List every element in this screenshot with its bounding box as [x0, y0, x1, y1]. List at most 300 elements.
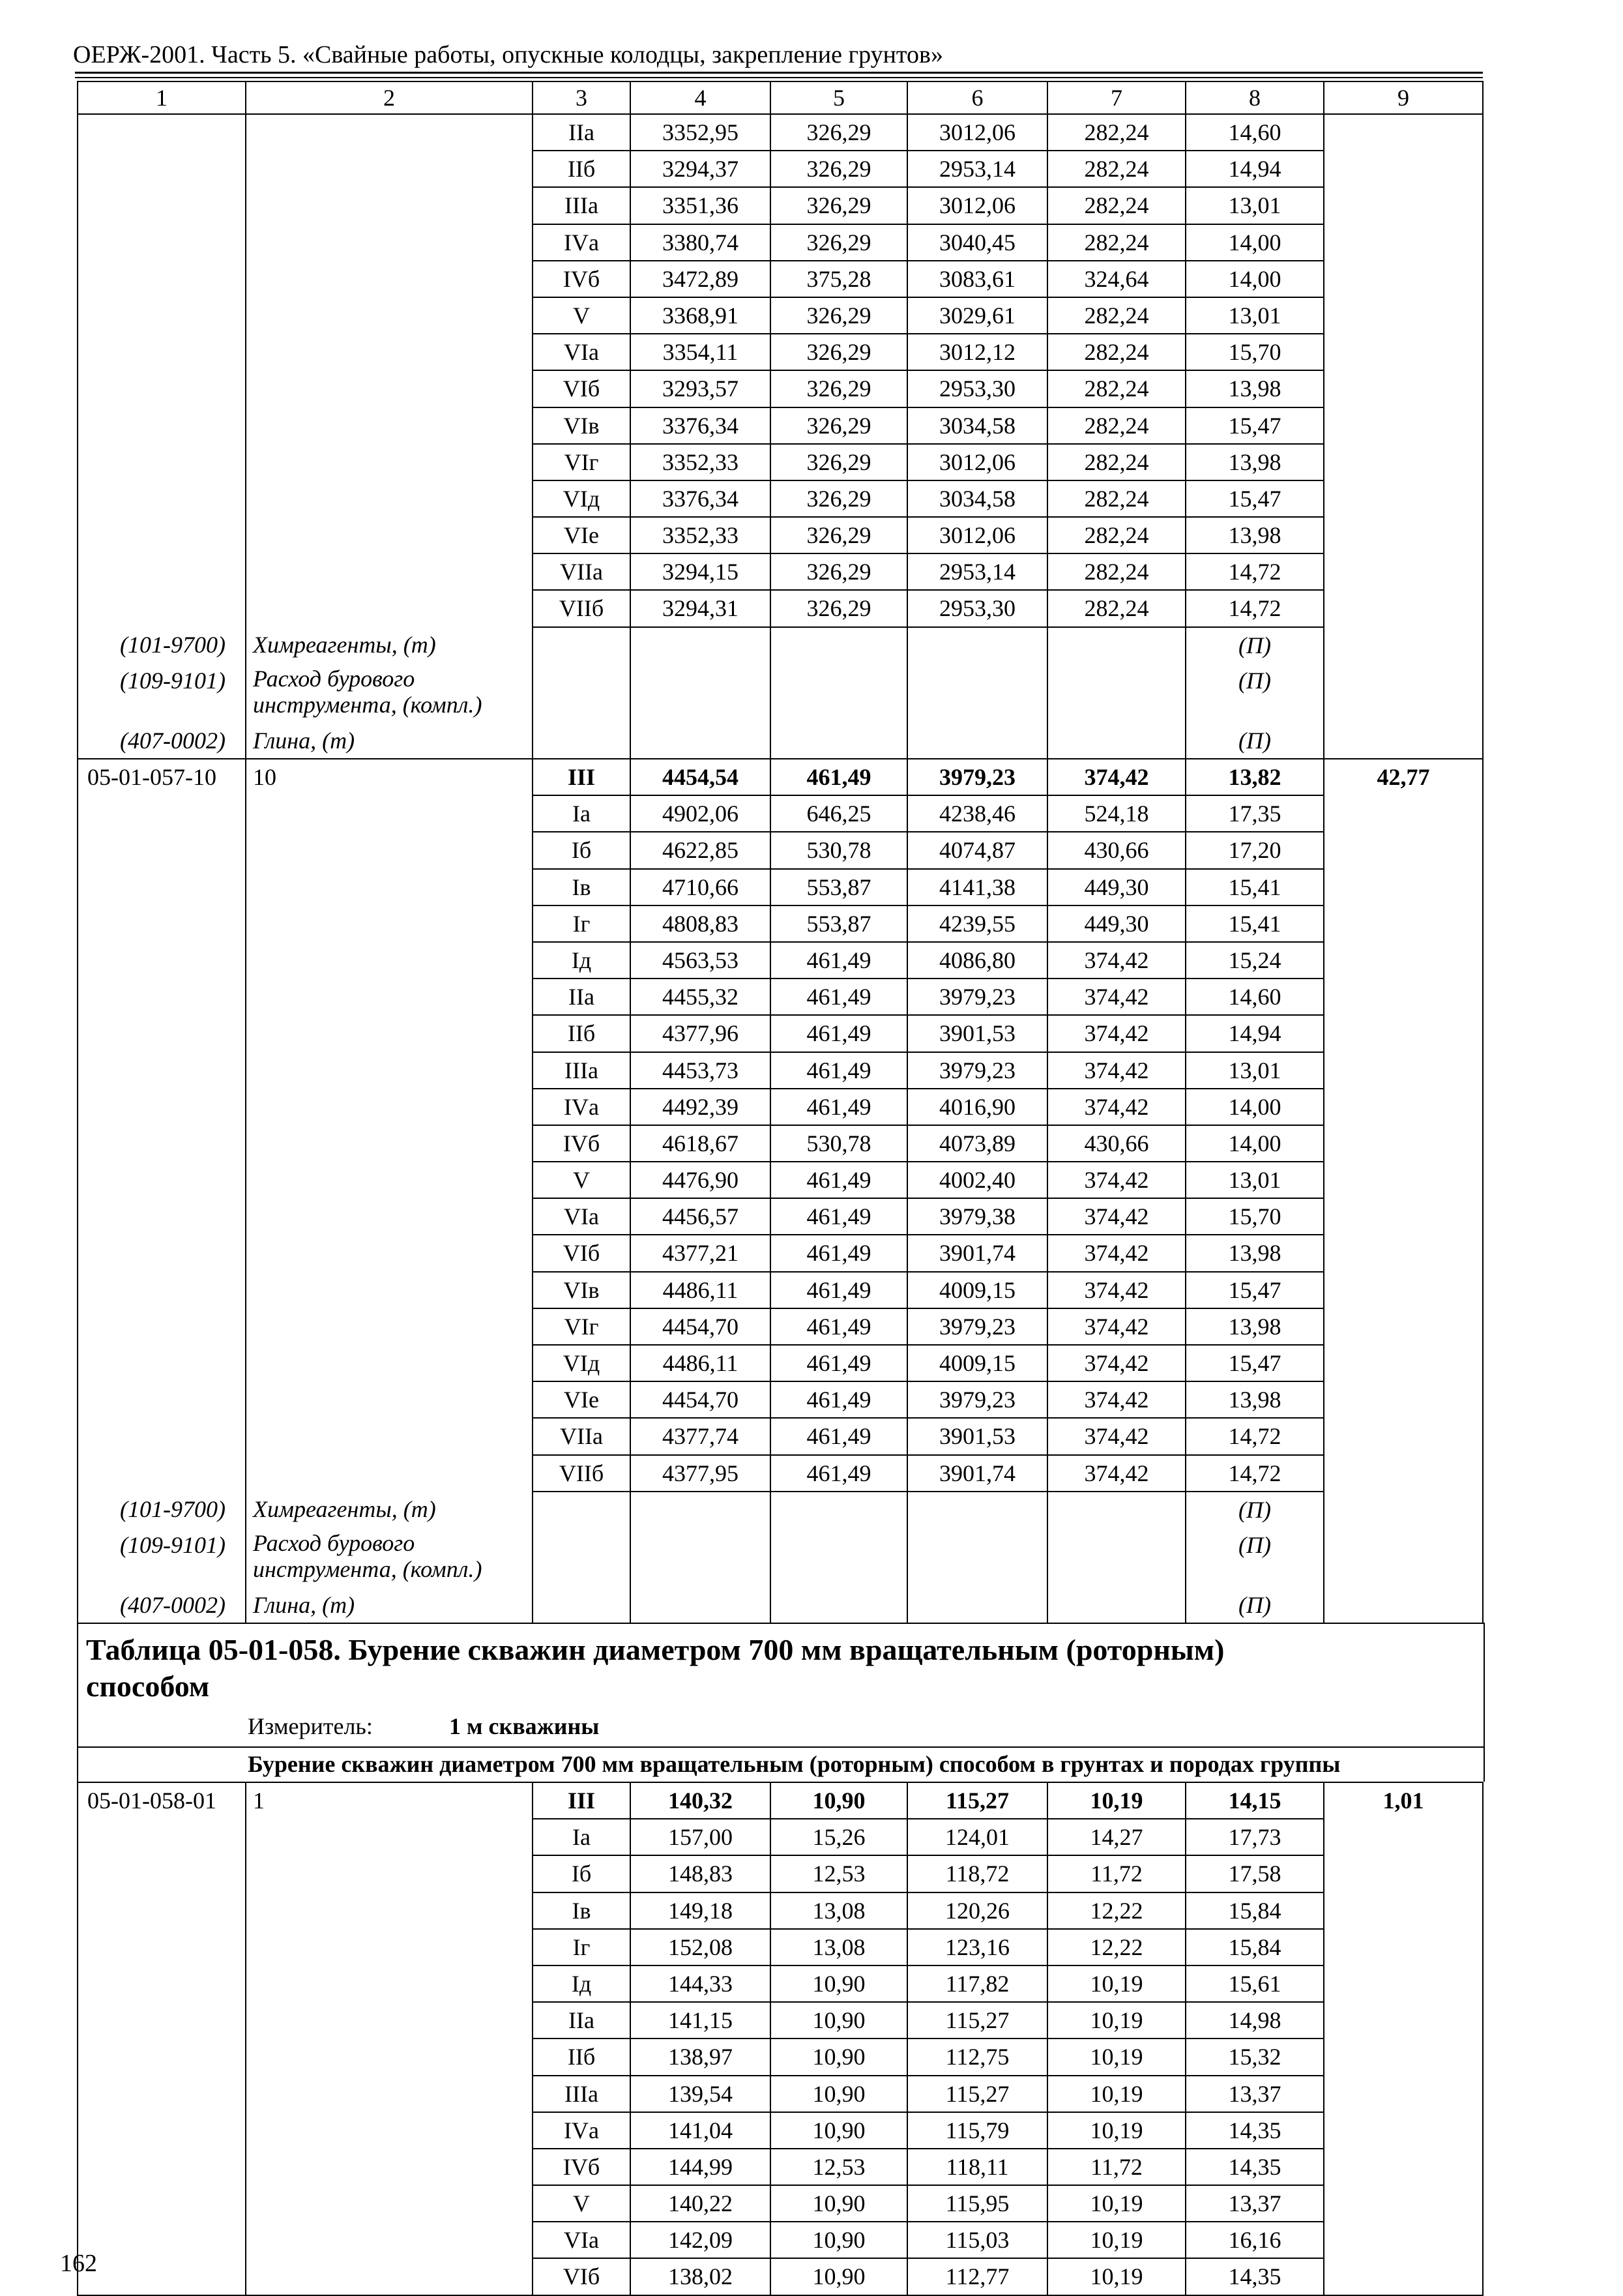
name-cell: [246, 1015, 533, 1052]
machinist-wages-cell: 430,66: [1047, 832, 1186, 868]
machinist-wages-cell: 374,42: [1047, 1418, 1186, 1454]
table-row: [78, 1052, 1483, 1089]
table-row: [78, 2258, 1483, 2295]
direct-costs-cell: 4377,74: [630, 1418, 770, 1454]
group-cell: VIIа: [533, 553, 630, 590]
direct-costs-cell: 3294,37: [630, 151, 770, 187]
machinist-labor-cell: [1324, 979, 1483, 1015]
machine-costs-cell: 115,27: [907, 2002, 1047, 2038]
machine-costs-cell: 115,95: [907, 2185, 1047, 2222]
machine-costs-cell: 3901,53: [907, 1418, 1047, 1454]
direct-costs-cell: 3352,33: [630, 444, 770, 480]
machine-costs-cell: 3012,06: [907, 114, 1047, 151]
machinist-wages-cell: 10,19: [1047, 2258, 1186, 2295]
direct-costs-cell: 3351,36: [630, 187, 770, 224]
machine-costs-cell: 2953,14: [907, 151, 1047, 187]
empty-cell: [1324, 1587, 1483, 1623]
table-row: [78, 151, 1483, 187]
machinist-labor-cell: [1324, 1272, 1483, 1308]
machinist-labor-cell: [1324, 1892, 1483, 1929]
empty-cell: [770, 1587, 907, 1623]
table-row: [78, 1381, 1483, 1418]
labor-costs-cell: 13,98: [1186, 1381, 1324, 1418]
rate-number-cell: 1: [246, 1782, 533, 1819]
code-cell: [78, 590, 246, 626]
empty-cell: [533, 1492, 630, 1527]
labor-costs-cell: 13,01: [1186, 187, 1324, 224]
direct-costs-cell: 144,33: [630, 1965, 770, 2002]
unit-label: Измеритель:: [248, 1713, 373, 1739]
code-cell: [78, 832, 246, 868]
group-cell: Iа: [533, 795, 630, 832]
labor-costs-cell: 14,72: [1186, 1418, 1324, 1454]
empty-cell: [907, 1527, 1047, 1587]
name-cell: [246, 1125, 533, 1162]
name-cell: [246, 370, 533, 407]
machine-costs-cell: 3040,45: [907, 224, 1047, 261]
rate-number-cell: 10: [246, 759, 533, 795]
labor-costs-cell: 15,84: [1186, 1929, 1324, 1965]
code-cell: [78, 2076, 246, 2112]
machinist-wages-cell: 449,30: [1047, 869, 1186, 905]
machine-costs-cell: 3979,23: [907, 1308, 1047, 1345]
code-cell: [78, 407, 246, 444]
code-cell: [78, 942, 246, 979]
machinist-wages-cell: 282,24: [1047, 334, 1186, 370]
table-row: [78, 1965, 1483, 2002]
column-number: 1: [78, 81, 246, 114]
machinist-wages-cell: 10,19: [1047, 2222, 1186, 2258]
page-header: ОЕРЖ-2001. Часть 5. «Свайные работы, опускные колодцы, закрепление грунтов»: [73, 41, 943, 68]
direct-costs-cell: 138,97: [630, 2038, 770, 2075]
labor-costs-cell: 14,72: [1186, 590, 1324, 626]
group-cell: Iа: [533, 1819, 630, 1855]
worker-wages-cell: 530,78: [770, 1125, 907, 1162]
name-cell: [246, 1929, 533, 1965]
empty-cell: [907, 627, 1047, 663]
direct-costs-cell: 138,02: [630, 2258, 770, 2295]
group-cell: VIб: [533, 1235, 630, 1271]
empty-cell: [907, 723, 1047, 759]
direct-costs-cell: 4454,54: [630, 759, 770, 795]
table-058-title-line2: способом: [86, 1670, 210, 1703]
machinist-labor-cell: 42,77: [1324, 759, 1483, 795]
worker-wages-cell: 326,29: [770, 151, 907, 187]
machinist-labor-cell: [1324, 553, 1483, 590]
worker-wages-cell: 10,90: [770, 2185, 907, 2222]
code-cell: [78, 869, 246, 905]
worker-wages-cell: 646,25: [770, 795, 907, 832]
group-cell: IVб: [533, 2149, 630, 2185]
machinist-wages-cell: 430,66: [1047, 1125, 1186, 1162]
machinist-wages-cell: 374,42: [1047, 1308, 1186, 1345]
table-058-section: Бурение скважин диаметром 700 мм вращательным (роторным) способом в грунтах и породах группы: [78, 1746, 1484, 1782]
code-cell: [78, 1892, 246, 1929]
machinist-wages-cell: 374,42: [1047, 1345, 1186, 1381]
name-cell: [246, 114, 533, 151]
table-row: [78, 1198, 1483, 1235]
direct-costs-cell: 4476,90: [630, 1162, 770, 1198]
machinist-wages-cell: 282,24: [1047, 370, 1186, 407]
machinist-wages-cell: 282,24: [1047, 590, 1186, 626]
empty-cell: [533, 1587, 630, 1623]
resource-name-continued: инструмента, (компл.): [253, 691, 482, 718]
code-cell: [78, 2222, 246, 2258]
empty-cell: [770, 627, 907, 663]
labor-costs-cell: 14,00: [1186, 1125, 1324, 1162]
group-cell: VIб: [533, 370, 630, 407]
direct-costs-cell: 3472,89: [630, 261, 770, 297]
name-cell: [246, 151, 533, 187]
machinist-wages-cell: 11,72: [1047, 2149, 1186, 2185]
rates-table-top: [77, 81, 1484, 1623]
machinist-wages-cell: 12,22: [1047, 1929, 1186, 1965]
worker-wages-cell: 10,90: [770, 2222, 907, 2258]
machinist-wages-cell: 282,24: [1047, 553, 1186, 590]
column-number: 4: [630, 81, 770, 114]
machine-costs-cell: 3083,61: [907, 261, 1047, 297]
table-058-heading: [77, 1623, 1485, 1782]
machinist-wages-cell: 282,24: [1047, 517, 1186, 553]
machinist-labor-cell: [1324, 795, 1483, 832]
direct-costs-cell: 4454,70: [630, 1381, 770, 1418]
machine-costs-cell: 3979,23: [907, 1381, 1047, 1418]
worker-wages-cell: 461,49: [770, 1381, 907, 1418]
labor-costs-cell: 14,72: [1186, 553, 1324, 590]
resource-unit-cell: (П): [1186, 723, 1324, 759]
labor-costs-cell: 15,84: [1186, 1892, 1324, 1929]
table-row: [78, 1162, 1483, 1198]
machinist-labor-cell: [1324, 1162, 1483, 1198]
machinist-wages-cell: 10,19: [1047, 2112, 1186, 2149]
machinist-wages-cell: 14,27: [1047, 1819, 1186, 1855]
group-cell: IIб: [533, 2038, 630, 2075]
group-cell: VIд: [533, 1345, 630, 1381]
machinist-labor-cell: [1324, 2222, 1483, 2258]
machinist-wages-cell: 374,42: [1047, 1381, 1186, 1418]
table-row: [78, 1235, 1483, 1271]
resource-unit-cell: (П): [1186, 1527, 1324, 1587]
code-cell: [78, 1855, 246, 1892]
labor-costs-cell: 17,35: [1186, 795, 1324, 832]
labor-costs-cell: 13,98: [1186, 1308, 1324, 1345]
machine-costs-cell: 3901,74: [907, 1235, 1047, 1271]
resource-name: Химреагенты, (т): [253, 631, 436, 658]
worker-wages-cell: 15,26: [770, 1819, 907, 1855]
worker-wages-cell: 461,49: [770, 1089, 907, 1125]
worker-wages-cell: 326,29: [770, 114, 907, 151]
machinist-labor-cell: [1324, 1198, 1483, 1235]
worker-wages-cell: 553,87: [770, 869, 907, 905]
table-row: [78, 723, 1483, 759]
machinist-labor-cell: [1324, 2185, 1483, 2222]
group-cell: VIа: [533, 334, 630, 370]
empty-cell: [533, 1527, 630, 1587]
resource-code-cell: (109-9101): [78, 663, 246, 723]
direct-costs-cell: 3376,34: [630, 480, 770, 517]
code-cell: [78, 2149, 246, 2185]
machine-costs-cell: 115,79: [907, 2112, 1047, 2149]
name-cell: [246, 869, 533, 905]
group-cell: V: [533, 2185, 630, 2222]
group-cell: IVа: [533, 1089, 630, 1125]
worker-wages-cell: 461,49: [770, 979, 907, 1015]
group-cell: III: [533, 759, 630, 795]
machinist-wages-cell: 374,42: [1047, 1272, 1186, 1308]
machine-costs-cell: 124,01: [907, 1819, 1047, 1855]
machinist-labor-cell: 1,01: [1324, 1782, 1483, 1819]
empty-cell: [533, 663, 630, 723]
resource-name: Глина, (т): [253, 1591, 355, 1618]
empty-cell: [907, 663, 1047, 723]
resource-name: Химреагенты, (т): [253, 1495, 436, 1522]
machine-costs-cell: 3979,38: [907, 1198, 1047, 1235]
code-cell: [78, 905, 246, 942]
name-cell: [246, 517, 533, 553]
labor-costs-cell: 13,98: [1186, 444, 1324, 480]
name-cell: [246, 2185, 533, 2222]
worker-wages-cell: 10,90: [770, 2038, 907, 2075]
empty-cell: [1324, 1527, 1483, 1587]
code-cell: [78, 1198, 246, 1235]
machinist-labor-cell: [1324, 334, 1483, 370]
worker-wages-cell: 326,29: [770, 370, 907, 407]
labor-costs-cell: 14,00: [1186, 1089, 1324, 1125]
resource-code-cell: (407-0002): [78, 723, 246, 759]
code-cell: [78, 2002, 246, 2038]
resource-name: Расход бурового: [253, 665, 415, 692]
code-cell: [78, 1965, 246, 2002]
table-row: [78, 261, 1483, 297]
name-cell: [246, 334, 533, 370]
table-row: [78, 517, 1483, 553]
code-cell: [78, 334, 246, 370]
direct-costs-cell: 4486,11: [630, 1345, 770, 1381]
table-row: [78, 942, 1483, 979]
code-cell: [78, 1418, 246, 1454]
resource-code-cell: (109-9101): [78, 1527, 246, 1587]
code-cell: [78, 1455, 246, 1492]
code-cell: [78, 1819, 246, 1855]
table-row: [78, 869, 1483, 905]
machine-costs-cell: 118,72: [907, 1855, 1047, 1892]
table-row: [78, 627, 1483, 663]
group-cell: IVа: [533, 224, 630, 261]
machine-costs-cell: 3034,58: [907, 480, 1047, 517]
table-row: [78, 2002, 1483, 2038]
machinist-labor-cell: [1324, 2038, 1483, 2075]
name-cell: [246, 1235, 533, 1271]
machinist-labor-cell: [1324, 297, 1483, 334]
labor-costs-cell: 13,82: [1186, 759, 1324, 795]
table-row: [78, 114, 1483, 151]
group-cell: IIа: [533, 114, 630, 151]
labor-costs-cell: 14,35: [1186, 2258, 1324, 2295]
empty-cell: [770, 1527, 907, 1587]
group-cell: VIа: [533, 1198, 630, 1235]
machinist-wages-cell: 10,19: [1047, 2185, 1186, 2222]
worker-wages-cell: 326,29: [770, 334, 907, 370]
resource-unit-cell: (П): [1186, 663, 1324, 723]
code-cell: [78, 224, 246, 261]
worker-wages-cell: 12,53: [770, 2149, 907, 2185]
direct-costs-cell: 4377,95: [630, 1455, 770, 1492]
direct-costs-cell: 3376,34: [630, 407, 770, 444]
worker-wages-cell: 461,49: [770, 1162, 907, 1198]
machine-costs-cell: 4002,40: [907, 1162, 1047, 1198]
code-cell: [78, 1345, 246, 1381]
machine-costs-cell: 4238,46: [907, 795, 1047, 832]
direct-costs-cell: 4563,53: [630, 942, 770, 979]
group-cell: VIе: [533, 1381, 630, 1418]
name-cell: [246, 1272, 533, 1308]
direct-costs-cell: 4454,70: [630, 1308, 770, 1345]
worker-wages-cell: 461,49: [770, 1015, 907, 1052]
direct-costs-cell: 144,99: [630, 2149, 770, 2185]
table-row: [78, 2038, 1483, 2075]
direct-costs-cell: 4710,66: [630, 869, 770, 905]
worker-wages-cell: 461,49: [770, 1052, 907, 1089]
machinist-wages-cell: 374,42: [1047, 1162, 1186, 1198]
table-row: [78, 187, 1483, 224]
machine-costs-cell: 115,27: [907, 1782, 1047, 1819]
name-cell: [246, 2038, 533, 2075]
code-cell: [78, 1052, 246, 1089]
resource-code-cell: (407-0002): [78, 1587, 246, 1623]
name-cell: [246, 2222, 533, 2258]
page-number: 162: [60, 2250, 97, 2277]
direct-costs-cell: 152,08: [630, 1929, 770, 1965]
name-cell: [246, 832, 533, 868]
machinist-wages-cell: 282,24: [1047, 187, 1186, 224]
name-cell: [246, 1381, 533, 1418]
labor-costs-cell: 16,16: [1186, 2222, 1324, 2258]
table-row: [78, 2222, 1483, 2258]
table-row: [78, 1929, 1483, 1965]
machinist-wages-cell: 374,42: [1047, 1235, 1186, 1271]
group-cell: IIб: [533, 151, 630, 187]
machine-costs-cell: 3901,53: [907, 1015, 1047, 1052]
name-cell: [246, 2258, 533, 2295]
empty-cell: [630, 663, 770, 723]
empty-cell: [1047, 1587, 1186, 1623]
labor-costs-cell: 14,72: [1186, 1455, 1324, 1492]
code-cell: [78, 370, 246, 407]
column-number: 2: [246, 81, 533, 114]
direct-costs-cell: 140,32: [630, 1782, 770, 1819]
table-row: [78, 1527, 1483, 1587]
machinist-labor-cell: [1324, 1052, 1483, 1089]
code-cell: [78, 979, 246, 1015]
machinist-labor-cell: [1324, 590, 1483, 626]
worker-wages-cell: 461,49: [770, 1235, 907, 1271]
name-cell: [246, 407, 533, 444]
machine-costs-cell: 4141,38: [907, 869, 1047, 905]
machinist-labor-cell: [1324, 1455, 1483, 1492]
table-row: [78, 1089, 1483, 1125]
machinist-labor-cell: [1324, 869, 1483, 905]
code-cell: [78, 151, 246, 187]
machinist-wages-cell: 449,30: [1047, 905, 1186, 942]
worker-wages-cell: 10,90: [770, 1782, 907, 1819]
empty-cell: [1047, 1492, 1186, 1527]
direct-costs-cell: 3352,33: [630, 517, 770, 553]
code-cell: [78, 480, 246, 517]
name-cell: [246, 261, 533, 297]
machine-costs-cell: 3029,61: [907, 297, 1047, 334]
group-cell: IVб: [533, 261, 630, 297]
name-cell: [246, 1162, 533, 1198]
machinist-labor-cell: [1324, 1819, 1483, 1855]
name-cell: [246, 905, 533, 942]
machine-costs-cell: 3012,06: [907, 444, 1047, 480]
unit-value: 1 м скважины: [449, 1713, 600, 1739]
code-cell: [78, 1089, 246, 1125]
table-row: [78, 1855, 1483, 1892]
machinist-wages-cell: 282,24: [1047, 151, 1186, 187]
name-cell: [246, 795, 533, 832]
empty-cell: [630, 1492, 770, 1527]
table-row: [78, 1418, 1483, 1454]
group-cell: VIв: [533, 407, 630, 444]
table-row: [78, 407, 1483, 444]
machinist-wages-cell: 374,42: [1047, 942, 1186, 979]
machinist-wages-cell: 374,42: [1047, 1198, 1186, 1235]
group-cell: IVа: [533, 2112, 630, 2149]
machinist-labor-cell: [1324, 1345, 1483, 1381]
table-row: [78, 2076, 1483, 2112]
machine-costs-cell: 123,16: [907, 1929, 1047, 1965]
code-cell: [78, 517, 246, 553]
rates-table-bottom: [77, 1782, 1484, 2296]
column-number: 7: [1047, 81, 1186, 114]
table-row: [78, 1819, 1483, 1855]
code-cell: [78, 114, 246, 151]
machine-costs-cell: 3012,12: [907, 334, 1047, 370]
worker-wages-cell: 10,90: [770, 2076, 907, 2112]
direct-costs-cell: 4902,06: [630, 795, 770, 832]
table-row: [78, 1308, 1483, 1345]
table-row: [78, 1492, 1483, 1527]
worker-wages-cell: 326,29: [770, 517, 907, 553]
labor-costs-cell: 14,98: [1186, 2002, 1324, 2038]
header-rule: [75, 72, 1483, 74]
group-cell: Iб: [533, 1855, 630, 1892]
labor-costs-cell: 13,98: [1186, 1235, 1324, 1271]
empty-cell: [630, 723, 770, 759]
machinist-wages-cell: 524,18: [1047, 795, 1186, 832]
machine-costs-cell: 4239,55: [907, 905, 1047, 942]
name-cell: [246, 1308, 533, 1345]
labor-costs-cell: 15,41: [1186, 869, 1324, 905]
machine-costs-cell: 3979,23: [907, 1052, 1047, 1089]
machine-costs-cell: 3012,06: [907, 187, 1047, 224]
machinist-labor-cell: [1324, 1381, 1483, 1418]
table-row: [78, 370, 1483, 407]
labor-costs-cell: 14,35: [1186, 2149, 1324, 2185]
worker-wages-cell: 461,49: [770, 1198, 907, 1235]
machine-costs-cell: 4009,15: [907, 1272, 1047, 1308]
machine-costs-cell: 3012,06: [907, 517, 1047, 553]
empty-cell: [630, 1527, 770, 1587]
machinist-labor-cell: [1324, 1125, 1483, 1162]
machine-costs-cell: 115,27: [907, 2076, 1047, 2112]
group-cell: VIIа: [533, 1418, 630, 1454]
group-cell: Iд: [533, 942, 630, 979]
worker-wages-cell: 326,29: [770, 480, 907, 517]
name-cell: [246, 1965, 533, 2002]
table-row: [78, 1892, 1483, 1929]
